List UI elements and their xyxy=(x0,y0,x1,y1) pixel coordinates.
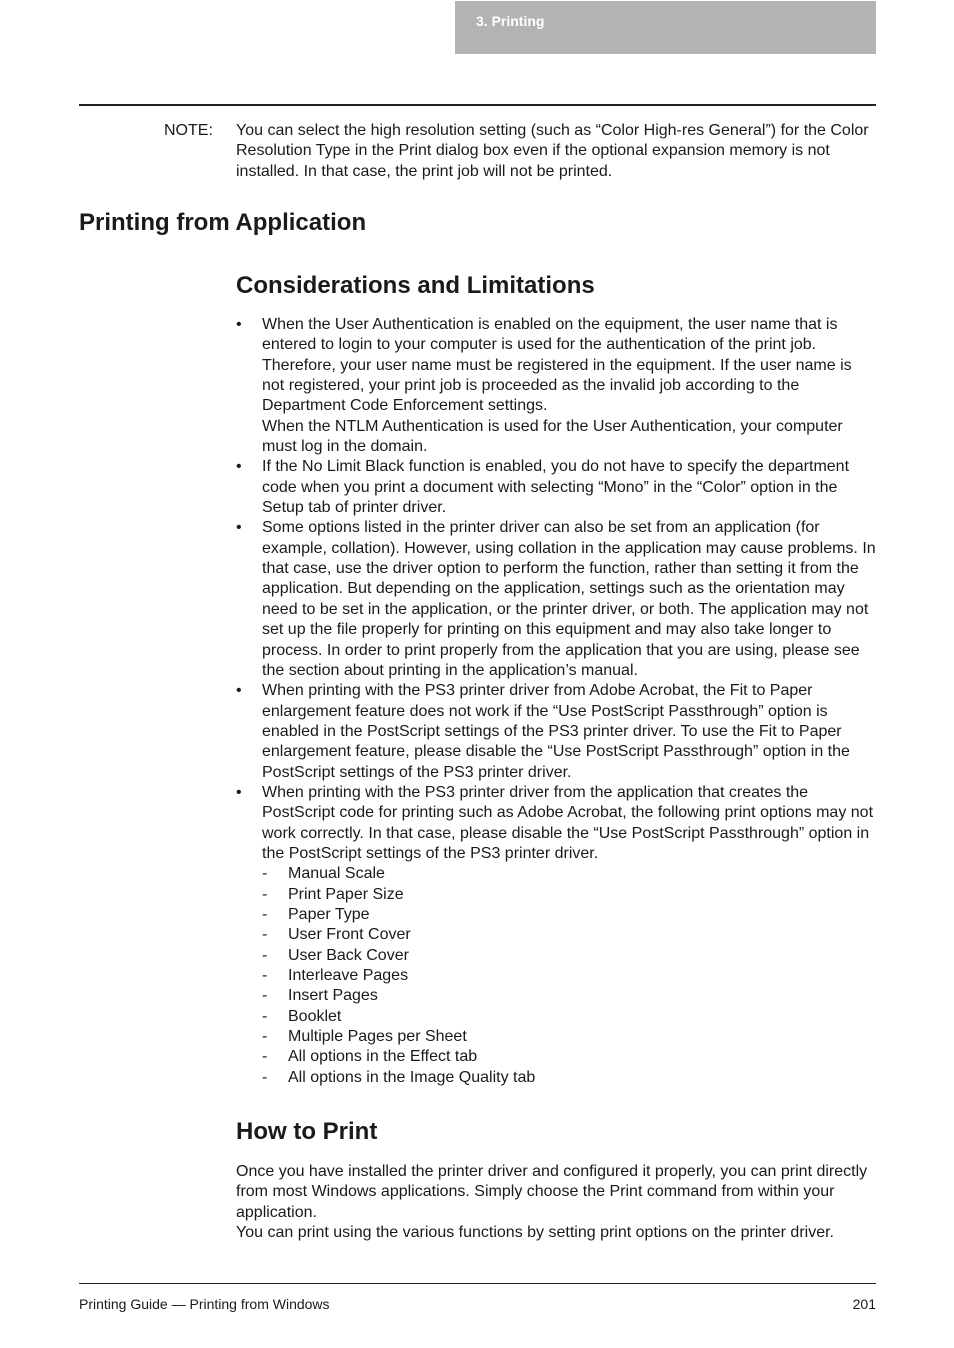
dash-marker: - xyxy=(262,1048,268,1066)
bullet-marker: • xyxy=(236,682,242,700)
dash-marker: - xyxy=(262,1028,268,1046)
how-to-print-heading: How to Print xyxy=(236,1118,378,1145)
list-item xyxy=(236,315,876,457)
list-item xyxy=(236,783,876,1088)
sublist-item-text: Manual Scale xyxy=(288,865,385,883)
dash-marker: - xyxy=(262,1007,268,1025)
bullet-marker: • xyxy=(236,783,242,801)
list-item xyxy=(236,518,876,681)
sublist-item xyxy=(262,885,876,905)
dash-marker: - xyxy=(262,926,268,944)
list-item-extra-text: When the NTLM Authentication is used for the User Authentication, your computer must log in the domain. xyxy=(262,417,843,456)
page-number: 201 xyxy=(852,1296,876,1312)
dash-marker: - xyxy=(262,865,268,883)
footer-rule xyxy=(79,1283,876,1284)
list-item xyxy=(236,457,876,518)
dash-marker: - xyxy=(262,987,268,1005)
how-to-print-paragraph: Once you have installed the printer driver and configured it properly, you can print directly from most Windows applications. Simply choose the Print command from within your application. xyxy=(236,1163,868,1221)
list-item-text: Some options listed in the printer driver can also be set from an application (for example, collation). However, using collation in the application may cause problems. In that case, use the driver option to perform the function, rather than setting it from the application. But depending on the application, settings such as the orientation may need to be set in the application, or the printer driver, or both. The application may not set up the file properly for printing on this equipment and may also take longer to process. In order to print properly from the application that you are using, please see the section about printing in the application’s manual. xyxy=(262,519,876,679)
sublist-item-text: User Front Cover xyxy=(288,926,411,944)
note-text: You can select the high resolution setting (such as “Color High-res General”) for the Color Resolution Type in the Print dialog box even if the optional expansion memory is not installed. In that case, the print job will not be printed. xyxy=(236,122,869,180)
bullet-marker: • xyxy=(236,458,242,476)
dash-marker: - xyxy=(262,905,268,923)
print-options-sublist xyxy=(262,864,876,1088)
sublist-item xyxy=(262,925,876,945)
dash-marker: - xyxy=(262,885,268,903)
how-to-print-paragraph: You can print using the various functions by setting print options on the printer driver. xyxy=(236,1224,834,1242)
sublist-item-text: All options in the Effect tab xyxy=(288,1048,478,1066)
list-item-text: When printing with the PS3 printer driver from the application that creates the PostScript code for printing such as Adobe Acrobat, the following print options may not work correctly. In that case, please disable the “Use PostScript Passthrough” option in the PostScript settings of the PS3 printer driver. xyxy=(262,783,874,862)
dash-marker: - xyxy=(262,946,268,964)
sublist-item-text: Booklet xyxy=(288,1007,342,1025)
list-item-text: If the No Limit Black function is enabled, you do not have to specify the department code when you print a document with selecting “Mono” in the “Color” option in the Setup tab of printer driver. xyxy=(262,458,850,517)
sublist-item xyxy=(262,966,876,986)
considerations-heading: Considerations and Limitations xyxy=(236,272,595,299)
sublist-item-text: Paper Type xyxy=(288,905,370,923)
sublist-item xyxy=(262,1068,876,1088)
sublist-item xyxy=(262,1027,876,1047)
sublist-item xyxy=(262,864,876,884)
bullet-marker: • xyxy=(236,519,242,537)
list-item-text: When the User Authentication is enabled on the equipment, the user name that is entered to login to your computer is used for the authentication of the print job. Therefore, your user name must be registered in the equipment. If the user name is not registered, your print job is proceeded as the invalid job according to the Department Code Enforcement settings. xyxy=(262,316,852,415)
chapter-tab-label: 3. Printing xyxy=(476,13,545,29)
note-label: NOTE: xyxy=(164,122,213,139)
sublist-item-text: User Back Cover xyxy=(288,946,409,964)
sublist-item-text: Insert Pages xyxy=(288,987,378,1005)
footer-title: Printing Guide — Printing from Windows xyxy=(79,1296,330,1312)
sublist-item-text: Multiple Pages per Sheet xyxy=(288,1028,467,1046)
sublist-item-text: Interleave Pages xyxy=(288,967,409,984)
sublist-item-text: All options in the Image Quality tab xyxy=(288,1068,536,1086)
section-title: Printing from Application xyxy=(79,209,367,236)
sublist-item xyxy=(262,905,876,925)
how-to-print-body xyxy=(236,1162,876,1244)
considerations-list xyxy=(236,315,876,1088)
bullet-marker: • xyxy=(236,316,242,333)
list-item xyxy=(236,681,876,783)
sublist-item xyxy=(262,946,876,966)
dash-marker: - xyxy=(262,1068,268,1086)
sublist-item xyxy=(262,1047,876,1067)
sublist-item-text: Print Paper Size xyxy=(288,885,404,903)
header-rule xyxy=(79,104,876,106)
sublist-item xyxy=(262,1007,876,1027)
chapter-tab xyxy=(455,1,876,54)
list-item-text: When printing with the PS3 printer driver from Adobe Acrobat, the Fit to Paper enlargement feature does not work if the “Use PostScript Passthrough” option is enabled in the PostScript settings of the PS3 printer driver. To use the Fit to Paper enlargement feature, please disable the “Use PostScript Passthrough” option in the PostScript settings of the PS3 printer driver. xyxy=(262,682,850,781)
dash-marker: - xyxy=(262,967,268,984)
sublist-item xyxy=(262,986,876,1006)
